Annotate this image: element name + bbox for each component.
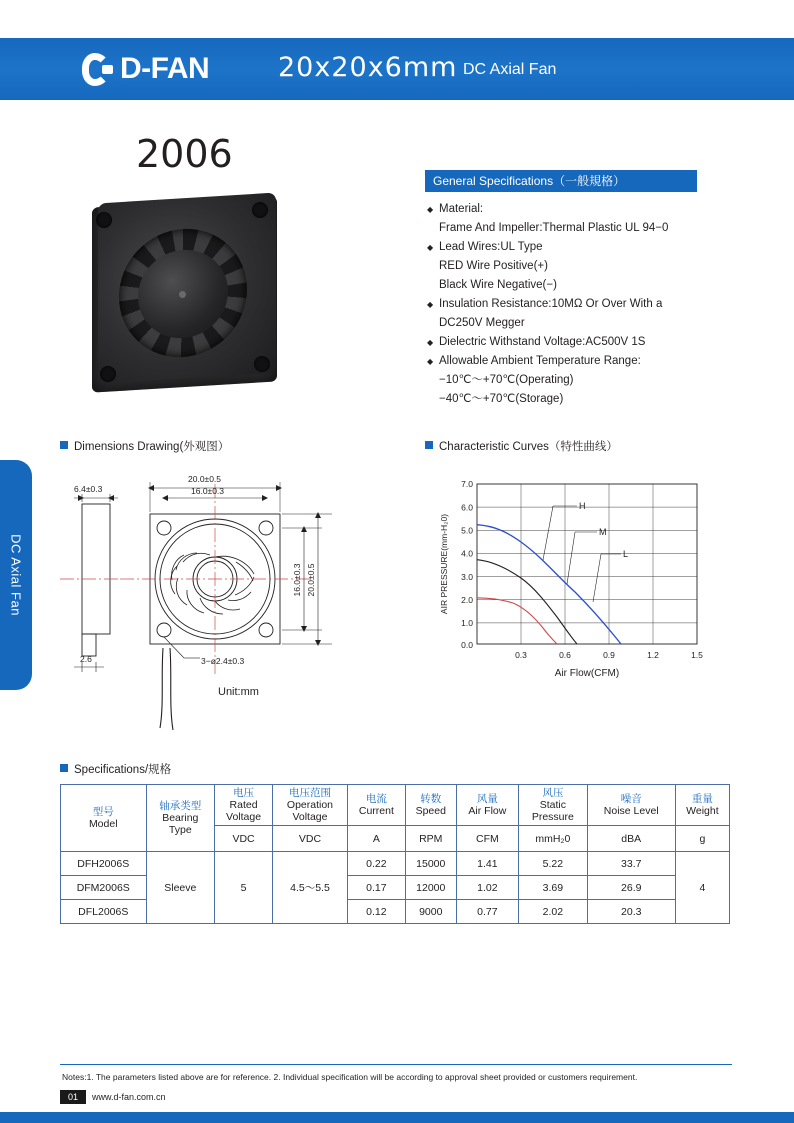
curve-label-l: L bbox=[623, 549, 629, 559]
fan-mount-hole bbox=[254, 356, 270, 372]
th-airflow: 风量 Air Flow bbox=[456, 785, 518, 826]
curve-l bbox=[477, 598, 557, 644]
spec-line: ◆ Dielectric Withstand Voltage:AC500V 1S bbox=[427, 333, 727, 352]
unit-label: Unit:mm bbox=[218, 686, 259, 698]
curve-label-m: M bbox=[599, 527, 607, 537]
spec-line: ◆ Insulation Resistance:10MΩ Or Over With a bbox=[427, 295, 727, 314]
spec-line: ◆ Material: bbox=[427, 200, 727, 219]
unit-airflow: CFM bbox=[456, 826, 518, 852]
bottom-bar bbox=[0, 1112, 794, 1123]
cell-speed: 12000 bbox=[405, 876, 456, 900]
cell-operation-voltage: 4.5～5.5 bbox=[273, 852, 348, 924]
dimensions-drawing bbox=[60, 462, 390, 742]
section-heading-curves: Characteristic Curves（特性曲线） bbox=[425, 438, 618, 454]
model-number: 2006 bbox=[136, 132, 233, 176]
y-tick: 6.0 bbox=[461, 502, 473, 513]
footer-url: www.d-fan.com.cn bbox=[92, 1092, 166, 1102]
table-row bbox=[61, 852, 730, 876]
curve-m bbox=[477, 560, 577, 644]
dimensions-svg bbox=[60, 462, 390, 742]
spec-line: ◆ Lead Wires:UL Type bbox=[427, 238, 727, 257]
dim-width-inner: 16.0±0.3 bbox=[191, 486, 225, 496]
y-axis-label: AIR PRESSURE(mm-H₂0) bbox=[439, 513, 449, 615]
dim-side-thickness: 6.4±0.3 bbox=[74, 484, 103, 494]
cell-bearing-type: Sleeve bbox=[146, 852, 215, 924]
product-size-title: 20x20x6mm bbox=[278, 52, 458, 83]
unit-current: A bbox=[347, 826, 405, 852]
x-tick: 0.9 bbox=[603, 650, 615, 660]
dim-hole-note: 3−ø2.4±0.3 bbox=[201, 656, 245, 666]
footer-notes: Notes:1. The parameters listed above are for reference. 2. Individual specification will be according to approval sheet provided or customers requirement. bbox=[62, 1072, 638, 1082]
fan-mount-hole bbox=[100, 366, 116, 382]
cell-noise-level: 26.9 bbox=[587, 876, 675, 900]
th-current: 电流 Current bbox=[347, 785, 405, 826]
th-bearing-type: 轴承类型 Bearing Type bbox=[146, 785, 215, 852]
y-tick: 0.0 bbox=[461, 640, 473, 650]
cell-weight: 4 bbox=[675, 852, 729, 924]
spec-line: RED Wire Positive(+) bbox=[439, 260, 548, 272]
brand-name: D-FAN bbox=[120, 52, 210, 85]
brand-logo bbox=[82, 52, 209, 86]
x-axis-label: Air Flow(CFM) bbox=[554, 668, 620, 679]
cell-noise-level: 20.3 bbox=[587, 900, 675, 924]
cell-static-pressure: 2.02 bbox=[519, 900, 588, 924]
th-weight: 重量 Weight bbox=[675, 785, 729, 826]
cell-model: DFH2006S bbox=[61, 852, 147, 876]
page-number: 01 bbox=[60, 1090, 86, 1104]
y-tick: 1.0 bbox=[461, 618, 473, 628]
cell-rated-voltage: 5 bbox=[215, 852, 273, 924]
y-tick: 7.0 bbox=[461, 479, 473, 489]
curve-h bbox=[477, 525, 621, 644]
cell-airflow: 1.02 bbox=[456, 876, 518, 900]
th-model: 型号 Model bbox=[61, 785, 147, 852]
cell-model: DFM2006S bbox=[61, 876, 147, 900]
th-static-pressure: 风压 Static Pressure bbox=[519, 785, 588, 826]
th-operation-voltage: 电压范围 Operation Voltage bbox=[273, 785, 348, 826]
unit-noise-level: dBA bbox=[587, 826, 675, 852]
cell-current: 0.17 bbox=[347, 876, 405, 900]
cell-noise-level: 33.7 bbox=[587, 852, 675, 876]
specifications-table bbox=[60, 784, 730, 924]
dim-width-outer: 20.0±0.5 bbox=[188, 474, 222, 484]
dim-height-outer: 20.0±0.5 bbox=[306, 563, 316, 597]
y-tick: 2.0 bbox=[461, 595, 473, 605]
side-tab-dc-axial-fan bbox=[0, 460, 32, 690]
cell-static-pressure: 5.22 bbox=[519, 852, 588, 876]
cell-current: 0.22 bbox=[347, 852, 405, 876]
th-rated-voltage: 电压 Rated Voltage bbox=[215, 785, 273, 826]
table-header-row bbox=[61, 785, 730, 826]
characteristic-curves bbox=[425, 462, 745, 692]
th-speed: 转数 Speed bbox=[405, 785, 456, 826]
cell-static-pressure: 3.69 bbox=[519, 876, 588, 900]
spec-line: −10℃～+70℃(Operating) bbox=[439, 374, 574, 386]
x-tick: 1.2 bbox=[647, 650, 659, 660]
fan-logo-icon bbox=[82, 53, 116, 86]
spec-line: DC250V Megger bbox=[439, 317, 525, 329]
cell-speed: 9000 bbox=[405, 900, 456, 924]
unit-speed: RPM bbox=[405, 826, 456, 852]
fan-product-photo bbox=[86, 196, 286, 392]
cell-airflow: 1.41 bbox=[456, 852, 518, 876]
side-tab-label: DC Axial Fan bbox=[8, 534, 24, 616]
unit-rated-voltage: VDC bbox=[215, 826, 273, 852]
spec-line: Black Wire Negative(−) bbox=[439, 279, 557, 291]
top-margin-bar bbox=[0, 0, 794, 14]
spec-line: Frame And Impeller:Thermal Plastic UL 94−0 bbox=[439, 222, 669, 234]
x-tick: 0.6 bbox=[559, 650, 571, 660]
dim-side-foot: 2.6 bbox=[80, 654, 92, 664]
footer-divider bbox=[60, 1064, 732, 1065]
x-tick: 1.5 bbox=[691, 650, 703, 660]
section-heading-specifications: Specifications/规格 bbox=[60, 761, 171, 777]
cell-current: 0.12 bbox=[347, 900, 405, 924]
general-specifications-heading: General Specifications（一般規格） bbox=[425, 170, 697, 192]
y-tick: 3.0 bbox=[461, 571, 473, 582]
th-noise-level: 噪音 Noise Level bbox=[587, 785, 675, 826]
x-tick: 0.3 bbox=[515, 650, 527, 660]
cell-model: DFL2006S bbox=[61, 900, 147, 924]
fan-mount-hole bbox=[252, 202, 268, 218]
curve-label-h: H bbox=[579, 501, 586, 511]
section-heading-dimensions: Dimensions Drawing(外观图） bbox=[60, 438, 229, 454]
unit-operation-voltage: VDC bbox=[273, 826, 348, 852]
y-tick: 4.0 bbox=[461, 548, 473, 559]
cell-speed: 15000 bbox=[405, 852, 456, 876]
spec-line: −40℃～+70℃(Storage) bbox=[439, 393, 564, 405]
curves-svg bbox=[425, 462, 745, 692]
general-specifications-body bbox=[427, 200, 727, 409]
y-tick: 5.0 bbox=[461, 525, 473, 536]
spec-line: ◆ Allowable Ambient Temperature Range: bbox=[427, 352, 727, 371]
dim-height-inner: 16.0±0.3 bbox=[292, 563, 302, 597]
product-type-subtitle: DC Axial Fan bbox=[463, 61, 557, 78]
fan-hub-center bbox=[179, 291, 186, 298]
fan-mount-hole bbox=[96, 212, 112, 228]
unit-static-pressure: mmH₂0 bbox=[519, 826, 588, 852]
unit-weight: g bbox=[675, 826, 729, 852]
cell-airflow: 0.77 bbox=[456, 900, 518, 924]
